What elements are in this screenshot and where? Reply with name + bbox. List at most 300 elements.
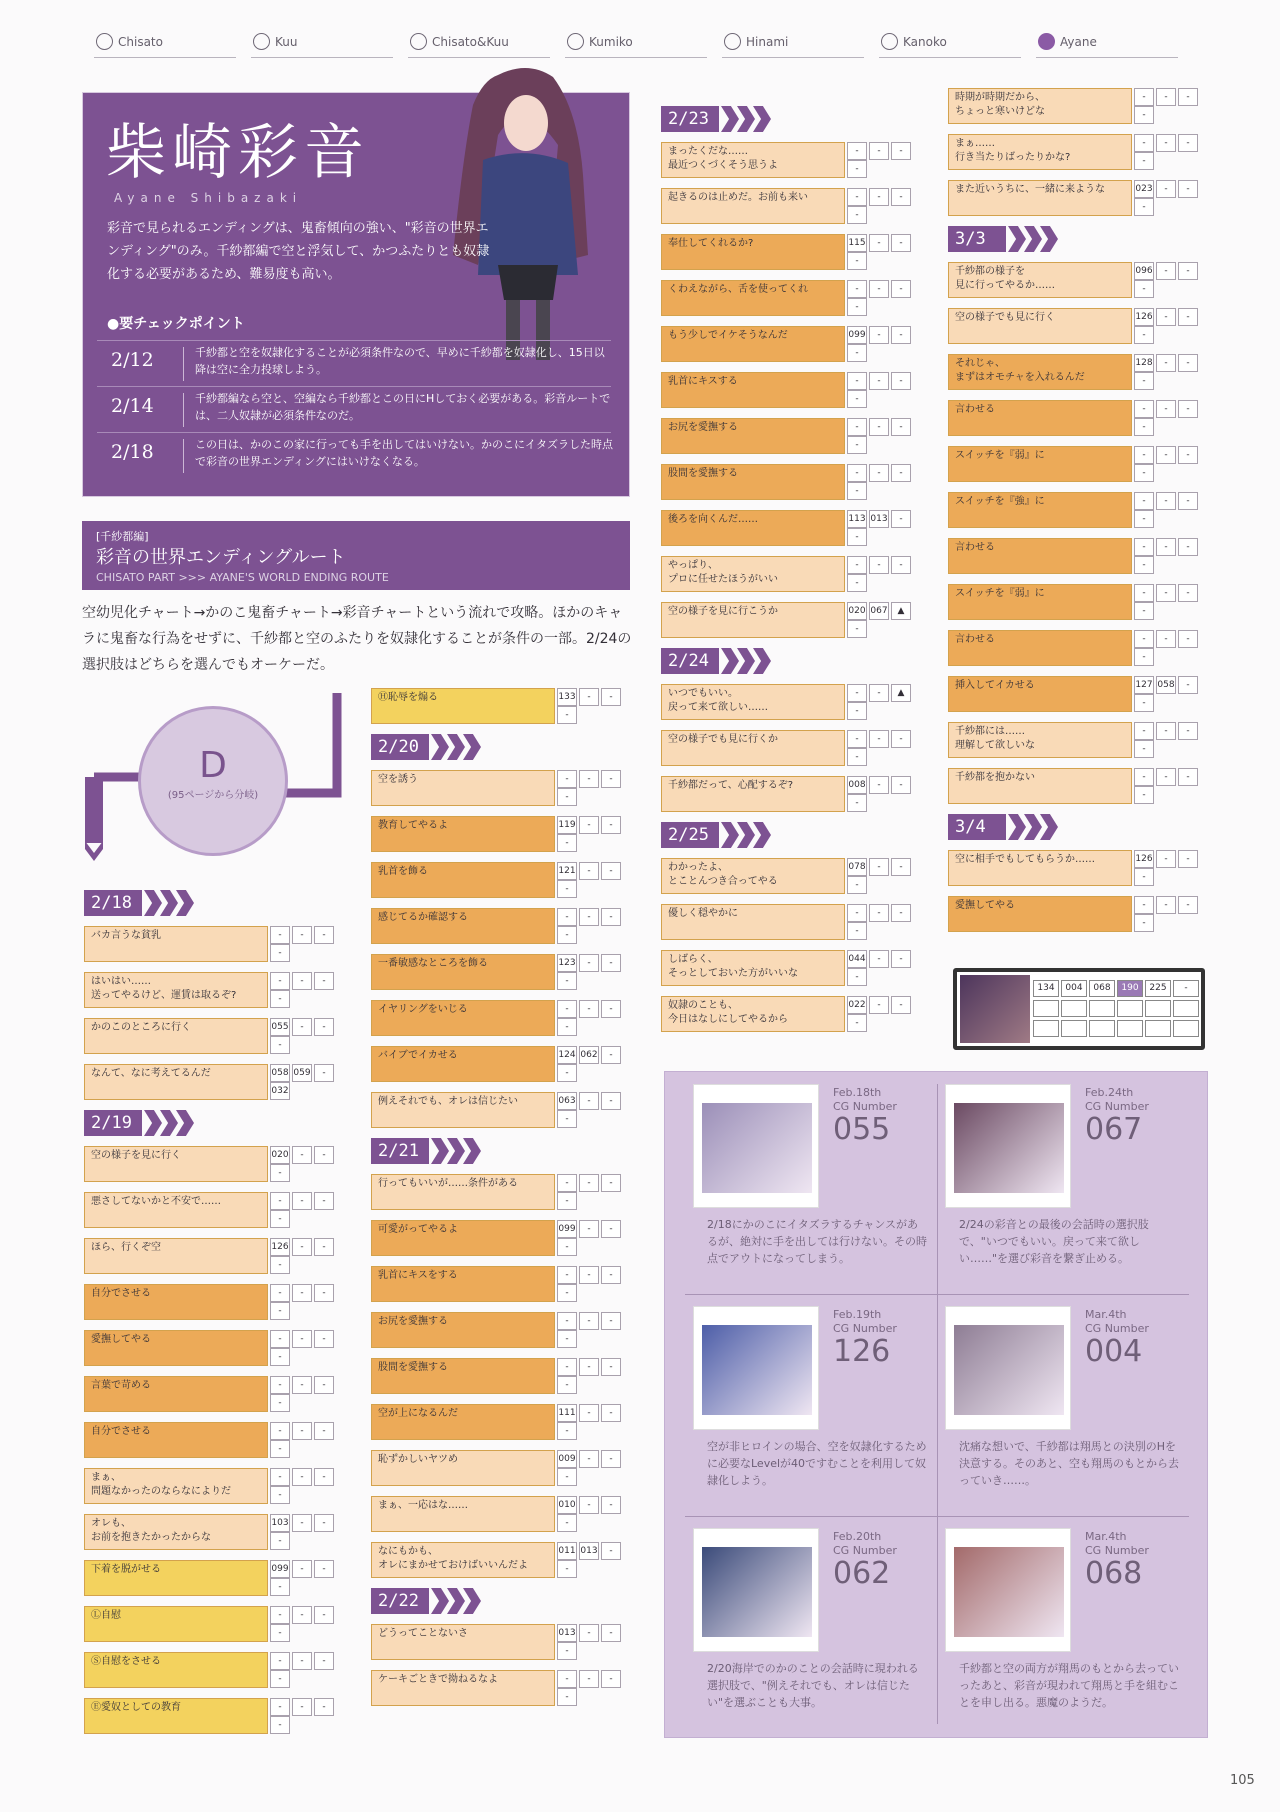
check-date: 2/18: [111, 441, 154, 463]
date-label: 2/22: [371, 1588, 429, 1614]
cg-code-cell: -: [601, 1220, 621, 1238]
chevron-icon: [144, 1110, 162, 1136]
choice-text: 千紗都だって、心配するぞ?: [661, 776, 845, 812]
cg-code-cell: 010: [557, 1496, 577, 1514]
cg-code-cell: ▲: [891, 684, 911, 702]
choice-text: わかったよ、 とことんつき合ってやる: [661, 858, 845, 894]
cg-code-cell: 011: [557, 1542, 577, 1560]
cg-entry: [685, 1294, 937, 1512]
check-point: [97, 386, 611, 430]
cg-code-cell: -: [869, 996, 889, 1014]
cg-code-cell: -: [891, 730, 911, 748]
cg-code-cell: -: [1178, 492, 1198, 510]
cg-code-cell: -: [1134, 740, 1154, 758]
choice-row: [661, 996, 923, 1032]
cg-code-cell: -: [557, 1192, 577, 1210]
cg-code-cell: -: [292, 1330, 312, 1348]
choice-row: [371, 1046, 633, 1082]
choice-text: しばらく、 そっとしておいた方がいいな: [661, 950, 845, 986]
cg-caption: 2/18にかのこにイタズラするチャンスがあるが、絶対に手を出しては行けない。その時点でアウトになってしまう。: [707, 1218, 927, 1265]
choice-row: [371, 1000, 633, 1036]
date-label: 2/21: [371, 1138, 429, 1164]
cg-code-cell: -: [601, 1450, 621, 1468]
ending-code-cell: 004: [1061, 980, 1087, 997]
choice-text: かのこのところに行く: [84, 1018, 268, 1054]
cg-number: 068: [1085, 1556, 1143, 1591]
divider: [183, 439, 184, 473]
choice-row: [661, 510, 923, 546]
cg-code-cell: -: [891, 776, 911, 794]
cg-code-cell: -: [292, 1422, 312, 1440]
choice-text: スイッチを『弱』に: [948, 584, 1132, 620]
cg-code-cell: -: [847, 556, 867, 574]
choice-row: [84, 1146, 346, 1182]
radio-icon: [724, 33, 741, 50]
chevron-icon: [176, 890, 194, 916]
route-tag: [千紗都編]: [96, 530, 149, 543]
cg-code-cell: -: [1156, 400, 1176, 418]
tab-kuu[interactable]: [251, 30, 393, 58]
cg-code-cell: -: [1178, 180, 1198, 198]
choice-text: バイブでイカせる: [371, 1046, 555, 1082]
cg-code-cell: -: [847, 684, 867, 702]
choice-text: 愛撫してやる: [948, 896, 1132, 932]
cg-code-cell: -: [557, 834, 577, 852]
cg-code-cell: -: [314, 1698, 334, 1716]
choice-text: 言葉で苛める: [84, 1376, 268, 1412]
check-text: この日は、かのこの家に行っても手を出してはいけない。かのこにイタズラした時点で彩音の世界エンディングにはいけなくなる。: [195, 438, 613, 468]
radio-icon: [410, 33, 427, 50]
cg-code-cell: -: [579, 1312, 599, 1330]
choice-text: 下着を脱がせる: [84, 1560, 268, 1596]
choice-row: [371, 1266, 633, 1302]
cg-caption: 2/24の彩音との最後の会話時の選択肢で、"いつでもいい。戻って来て欲しい……"を選び彩音を繋ぎ止める。: [959, 1218, 1149, 1265]
tab-kanoko[interactable]: [879, 30, 1021, 58]
cg-code-cell: -: [292, 1468, 312, 1486]
choice-row: [661, 556, 923, 592]
cg-code-cell: -: [270, 1606, 290, 1624]
cg-code-cell: -: [557, 908, 577, 926]
chevron-icon: [1040, 226, 1058, 252]
cg-code-cell: 013: [557, 1624, 577, 1642]
date-label: 3/3: [948, 226, 1006, 252]
cg-number: 004: [1085, 1334, 1143, 1369]
cg-date: Feb.19th: [833, 1308, 882, 1321]
branch-from: (95ページから分岐): [167, 790, 259, 801]
tab-ayane[interactable]: [1036, 30, 1178, 58]
choice-row: [948, 676, 1210, 712]
cg-code-cell: -: [270, 972, 290, 990]
date-header: [948, 814, 1058, 840]
chevron-icon: [463, 1138, 481, 1164]
choice-row: [371, 954, 633, 990]
cg-code-cell: -: [292, 1146, 312, 1164]
cg-code-cell: -: [847, 298, 867, 316]
cg-code-cell: -: [847, 904, 867, 922]
cg-code-cell: -: [270, 1716, 290, 1734]
choice-row: [661, 372, 923, 408]
choice-text: 乳首にキスする: [661, 372, 845, 408]
choice-row: [84, 1652, 346, 1688]
cg-code-cell: -: [579, 770, 599, 788]
cg-code-cell: -: [1178, 630, 1198, 648]
cg-code-cell: -: [847, 436, 867, 454]
tab-hinami[interactable]: [722, 30, 864, 58]
chevron-icon: [1024, 814, 1042, 840]
tab-label: Chisato: [118, 35, 163, 49]
choice-text: 言わせる: [948, 538, 1132, 574]
cg-code-cell: -: [270, 1394, 290, 1412]
cg-code-cell: -: [1178, 134, 1198, 152]
cg-code-cell: -: [1156, 134, 1176, 152]
cg-code-cell: -: [1156, 630, 1176, 648]
ending-code-cell: -: [1173, 980, 1199, 997]
cg-code-cell: 099: [557, 1220, 577, 1238]
tab-label: Ayane: [1060, 35, 1097, 49]
cg-code-cell: 058: [1156, 676, 1176, 694]
cg-code-cell: -: [847, 188, 867, 206]
cg-code-cell: -: [314, 1284, 334, 1302]
choice-row: [84, 1560, 346, 1596]
cg-code-cell: 119: [557, 816, 577, 834]
date-label: 2/24: [661, 648, 719, 674]
cg-code-cell: -: [1134, 630, 1154, 648]
cg-code-cell: -: [847, 142, 867, 160]
cg-entry: [937, 1294, 1189, 1512]
cg-code-cell: -: [847, 1014, 867, 1032]
cg-code-cell: -: [847, 160, 867, 178]
cg-number: 055: [833, 1112, 891, 1147]
divider: [183, 393, 184, 427]
cg-code-cell: -: [270, 1302, 290, 1320]
cg-code-cell: 111: [557, 1404, 577, 1422]
cg-code-cell: -: [557, 926, 577, 944]
check-date: 2/14: [111, 395, 154, 417]
ending-thumbnail: [960, 975, 1030, 1043]
cg-label: CG Number: [1085, 1100, 1149, 1113]
page-number: 105: [1230, 1773, 1255, 1788]
cg-code-cell: -: [869, 776, 889, 794]
choice-row: [661, 418, 923, 454]
cg-code-cell: -: [1134, 786, 1154, 804]
cg-code-cell: -: [557, 1422, 577, 1440]
choice-row: [371, 770, 633, 806]
cg-code-cell: -: [579, 954, 599, 972]
choice-text: 可愛がってやるよ: [371, 1220, 555, 1256]
choice-text: 一番敏感なところを飾る: [371, 954, 555, 990]
choice-text: やっぱり、 プロに任せたほうがいい: [661, 556, 845, 592]
choice-text: 自分でさせる: [84, 1422, 268, 1458]
cg-code-cell: -: [557, 706, 577, 724]
cg-code-cell: -: [270, 1468, 290, 1486]
choice-text: ケーキごときで拗ねるなよ: [371, 1670, 555, 1706]
cg-code-cell: -: [314, 1652, 334, 1670]
cg-code-cell: -: [557, 1110, 577, 1128]
empty-code-cell: [1117, 1000, 1143, 1017]
cg-code-cell: 127: [1134, 676, 1154, 694]
cg-code-cell: 121: [557, 862, 577, 880]
cg-code-cell: 126: [1134, 308, 1154, 326]
tab-label: Chisato&Kuu: [432, 35, 509, 49]
cg-code-cell: -: [314, 1468, 334, 1486]
cg-code-cell: -: [1156, 584, 1176, 602]
chevron-icon: [1024, 226, 1042, 252]
cg-code-cell: -: [314, 1560, 334, 1578]
date-header: [948, 226, 1058, 252]
cg-code-cell: -: [601, 1496, 621, 1514]
choice-text: 行ってもいいが……条件がある: [371, 1174, 555, 1210]
chevron-icon: [753, 648, 771, 674]
empty-code-cell: [1145, 1000, 1171, 1017]
choice-text: 起きるのは止めだ。お前も来い: [661, 188, 845, 224]
cg-code-cell: 123: [557, 954, 577, 972]
cg-code-cell: -: [1156, 180, 1176, 198]
cg-code-cell: 063: [557, 1092, 577, 1110]
choice-row: [661, 858, 923, 894]
chevron-icon: [463, 1588, 481, 1614]
cg-code-cell: -: [314, 926, 334, 944]
cg-code-cell: -: [1134, 152, 1154, 170]
cg-code-cell: -: [579, 816, 599, 834]
cg-code-cell: -: [847, 620, 867, 638]
choice-row: [948, 446, 1210, 482]
cg-code-cell: 008: [847, 776, 867, 794]
cg-code-cell: 113: [847, 510, 867, 528]
cg-code-cell: -: [557, 1000, 577, 1018]
cg-thumbnail: [945, 1306, 1071, 1430]
choice-text: 空の様子を見に行こうか: [661, 602, 845, 638]
cg-code-cell: -: [1156, 538, 1176, 556]
cg-code-cell: -: [579, 1450, 599, 1468]
choice-row: [661, 142, 923, 178]
cg-label: CG Number: [1085, 1322, 1149, 1335]
cg-thumbnail: [693, 1306, 819, 1430]
cg-code-cell: 044: [847, 950, 867, 968]
cg-code-cell: -: [601, 816, 621, 834]
cg-code-cell: -: [869, 326, 889, 344]
cg-code-cell: -: [601, 1358, 621, 1376]
cg-code-cell: -: [1134, 896, 1154, 914]
cg-code-cell: -: [292, 926, 312, 944]
cg-code-cell: -: [601, 1092, 621, 1110]
cg-code-cell: -: [1178, 400, 1198, 418]
cg-code-cell: -: [1134, 134, 1154, 152]
cg-gallery: [664, 1071, 1208, 1738]
cg-code-cell: -: [270, 926, 290, 944]
choice-text: 千紗都を抱かない: [948, 768, 1132, 804]
empty-code-cell: [1089, 1000, 1115, 1017]
cg-code-cell: -: [579, 1000, 599, 1018]
cg-code-cell: -: [1178, 354, 1198, 372]
cg-code-cell: -: [869, 188, 889, 206]
cg-code-cell: -: [579, 1174, 599, 1192]
chevron-icon: [176, 1110, 194, 1136]
cg-code-cell: 009: [557, 1450, 577, 1468]
chevron-icon: [160, 1110, 178, 1136]
cg-label: CG Number: [1085, 1544, 1149, 1557]
choice-text: お尻を愛撫する: [371, 1312, 555, 1348]
choice-row: [84, 1422, 346, 1458]
cg-code-cell: -: [847, 390, 867, 408]
cg-code-cell: -: [891, 904, 911, 922]
choice-row: [948, 262, 1210, 298]
cg-code-cell: -: [292, 1606, 312, 1624]
tab-kumiko[interactable]: [565, 30, 707, 58]
check-text: 千紗都編なら空と、空編なら千紗都とこの日にHしておく必要がある。彩音ルートでは、二人奴隷が必須条件なのだ。: [195, 392, 611, 422]
cg-code-cell: -: [557, 1266, 577, 1284]
cg-code-cell: -: [270, 944, 290, 962]
cg-code-cell: ▲: [891, 602, 911, 620]
route-lead: 空幼児化チャート→かのこ鬼畜チャート→彩音チャートという流れで攻略。ほかのキャラに鬼畜な行為をせずに、千紗都と空のふたりを奴隷化することが条件の一部。2/24の選択肢はどちらを選んでもオーケーだ。: [82, 605, 632, 673]
cg-code-cell: -: [847, 968, 867, 986]
cg-code-cell: -: [557, 1358, 577, 1376]
chevron-icon: [753, 822, 771, 848]
choice-text: 千紗都には…… 理解して欲しいな: [948, 722, 1132, 758]
cg-code-cell: 059: [292, 1064, 312, 1082]
cg-code-cell: -: [601, 908, 621, 926]
ending-code-cell: 190: [1117, 980, 1143, 997]
choice-row: [948, 896, 1210, 932]
cg-code-cell: -: [557, 788, 577, 806]
cg-entry: [685, 1072, 937, 1290]
chevron-icon: [737, 106, 755, 132]
cg-code-cell: -: [869, 730, 889, 748]
cg-code-cell: 078: [847, 858, 867, 876]
cg-code-cell: -: [847, 372, 867, 390]
cg-code-cell: -: [579, 1266, 599, 1284]
cg-code-cell: -: [314, 1064, 334, 1082]
cg-code-cell: -: [579, 1404, 599, 1422]
cg-code-cell: -: [1134, 722, 1154, 740]
cg-code-cell: -: [270, 1192, 290, 1210]
cg-code-cell: -: [847, 344, 867, 362]
chevron-icon: [753, 106, 771, 132]
cg-code-cell: -: [270, 1036, 290, 1054]
radio-icon: [567, 33, 584, 50]
choice-row: [84, 1376, 346, 1412]
choice-row: [84, 1606, 346, 1642]
choice-row: [661, 280, 923, 316]
cg-label: CG Number: [833, 1100, 897, 1113]
tab-chisato-kuu[interactable]: [408, 30, 550, 58]
cg-code-cell: -: [557, 1670, 577, 1688]
choice-row: [948, 88, 1210, 124]
ending-code-cell: 134: [1033, 980, 1059, 997]
choice-row: [371, 1450, 633, 1486]
cg-code-cell: -: [292, 1514, 312, 1532]
cg-thumbnail: [945, 1528, 1071, 1652]
cg-code-cell: 099: [270, 1560, 290, 1578]
cg-code-cell: -: [1134, 602, 1154, 620]
cg-code-cell: -: [557, 1312, 577, 1330]
cg-code-cell: -: [292, 1018, 312, 1036]
ending-code-cell: 068: [1089, 980, 1115, 997]
choice-row: [661, 776, 923, 812]
choice-text: まぁ、 問題なかったのならなによりだ: [84, 1468, 268, 1504]
chevron-icon: [431, 734, 449, 760]
cg-code-cell: -: [891, 142, 911, 160]
cg-code-cell: -: [1178, 308, 1198, 326]
choice-row: [84, 1192, 346, 1228]
cg-code-cell: -: [1134, 106, 1154, 124]
route-banner: [82, 521, 630, 590]
radio-icon: [96, 33, 113, 50]
date-label: 2/19: [84, 1110, 142, 1136]
cg-code-cell: -: [292, 1192, 312, 1210]
choice-row: [661, 684, 923, 720]
tab-chisato[interactable]: [94, 30, 236, 58]
cg-code-cell: -: [1178, 850, 1198, 868]
cg-code-cell: -: [1134, 446, 1154, 464]
choice-row: [948, 584, 1210, 620]
cg-code-cell: -: [601, 862, 621, 880]
cg-code-cell: -: [270, 1164, 290, 1182]
cg-code-cell: -: [847, 528, 867, 546]
cg-caption: 空が非ヒロインの場合、空を奴隷化するために必要なLevelが40ですむことを利用して奴隷化しよう。: [707, 1440, 927, 1487]
chevron-icon: [447, 1588, 465, 1614]
cg-code-cell: -: [891, 996, 911, 1014]
cg-code-cell: -: [847, 876, 867, 894]
cg-code-cell: -: [1178, 722, 1198, 740]
date-header: [661, 106, 771, 132]
choice-text: もう少しでイケそうなんだ: [661, 326, 845, 362]
cg-code-cell: -: [314, 1514, 334, 1532]
cg-label: CG Number: [833, 1544, 897, 1557]
cg-code-cell: -: [869, 418, 889, 436]
cg-code-cell: -: [847, 252, 867, 270]
cg-code-cell: -: [557, 1560, 577, 1578]
cg-code-cell: 032: [270, 1082, 290, 1100]
cg-code-cell: -: [891, 326, 911, 344]
choice-row: [84, 1284, 346, 1320]
cg-code-cell: -: [891, 510, 911, 528]
cg-code-cell: 128: [1134, 354, 1154, 372]
cg-number: 126: [833, 1334, 891, 1369]
choice-text: 挿入してイカせる: [948, 676, 1132, 712]
cg-code-cell: -: [1156, 850, 1176, 868]
choice-row: [84, 1468, 346, 1504]
chevron-icon: [721, 648, 739, 674]
date-header: [371, 734, 481, 760]
cg-code-cell: 020: [847, 602, 867, 620]
cg-code-cell: -: [292, 1652, 312, 1670]
choice-row: [84, 1330, 346, 1366]
character-romaji: Ayane Shibazaki: [114, 191, 303, 205]
cg-number: 067: [1085, 1112, 1143, 1147]
divider: [183, 347, 184, 381]
cg-code-cell: -: [847, 206, 867, 224]
cg-code-cell: -: [1134, 492, 1154, 510]
cg-code-cell: -: [601, 1266, 621, 1284]
choice-text: まぁ、一応はな……: [371, 1496, 555, 1532]
cg-code-cell: 103: [270, 1514, 290, 1532]
cg-code-cell: -: [270, 1376, 290, 1394]
choice-text: 教育してやるよ: [371, 816, 555, 852]
cg-code-cell: -: [1178, 584, 1198, 602]
cg-date: Mar.4th: [1085, 1308, 1127, 1321]
cg-code-cell: -: [1134, 280, 1154, 298]
choice-text: どうってことないさ: [371, 1624, 555, 1660]
cg-code-cell: -: [270, 1422, 290, 1440]
cg-code-cell: -: [1134, 400, 1154, 418]
cg-code-cell: -: [847, 280, 867, 298]
chevron-icon: [721, 106, 739, 132]
choice-text: 悪さしてないかと不安で……: [84, 1192, 268, 1228]
choice-text: 乳首にキスをする: [371, 1266, 555, 1302]
cg-code-cell: -: [579, 1220, 599, 1238]
choice-text: Ⓢ自慰をさせる: [84, 1652, 268, 1688]
choice-row: [371, 862, 633, 898]
